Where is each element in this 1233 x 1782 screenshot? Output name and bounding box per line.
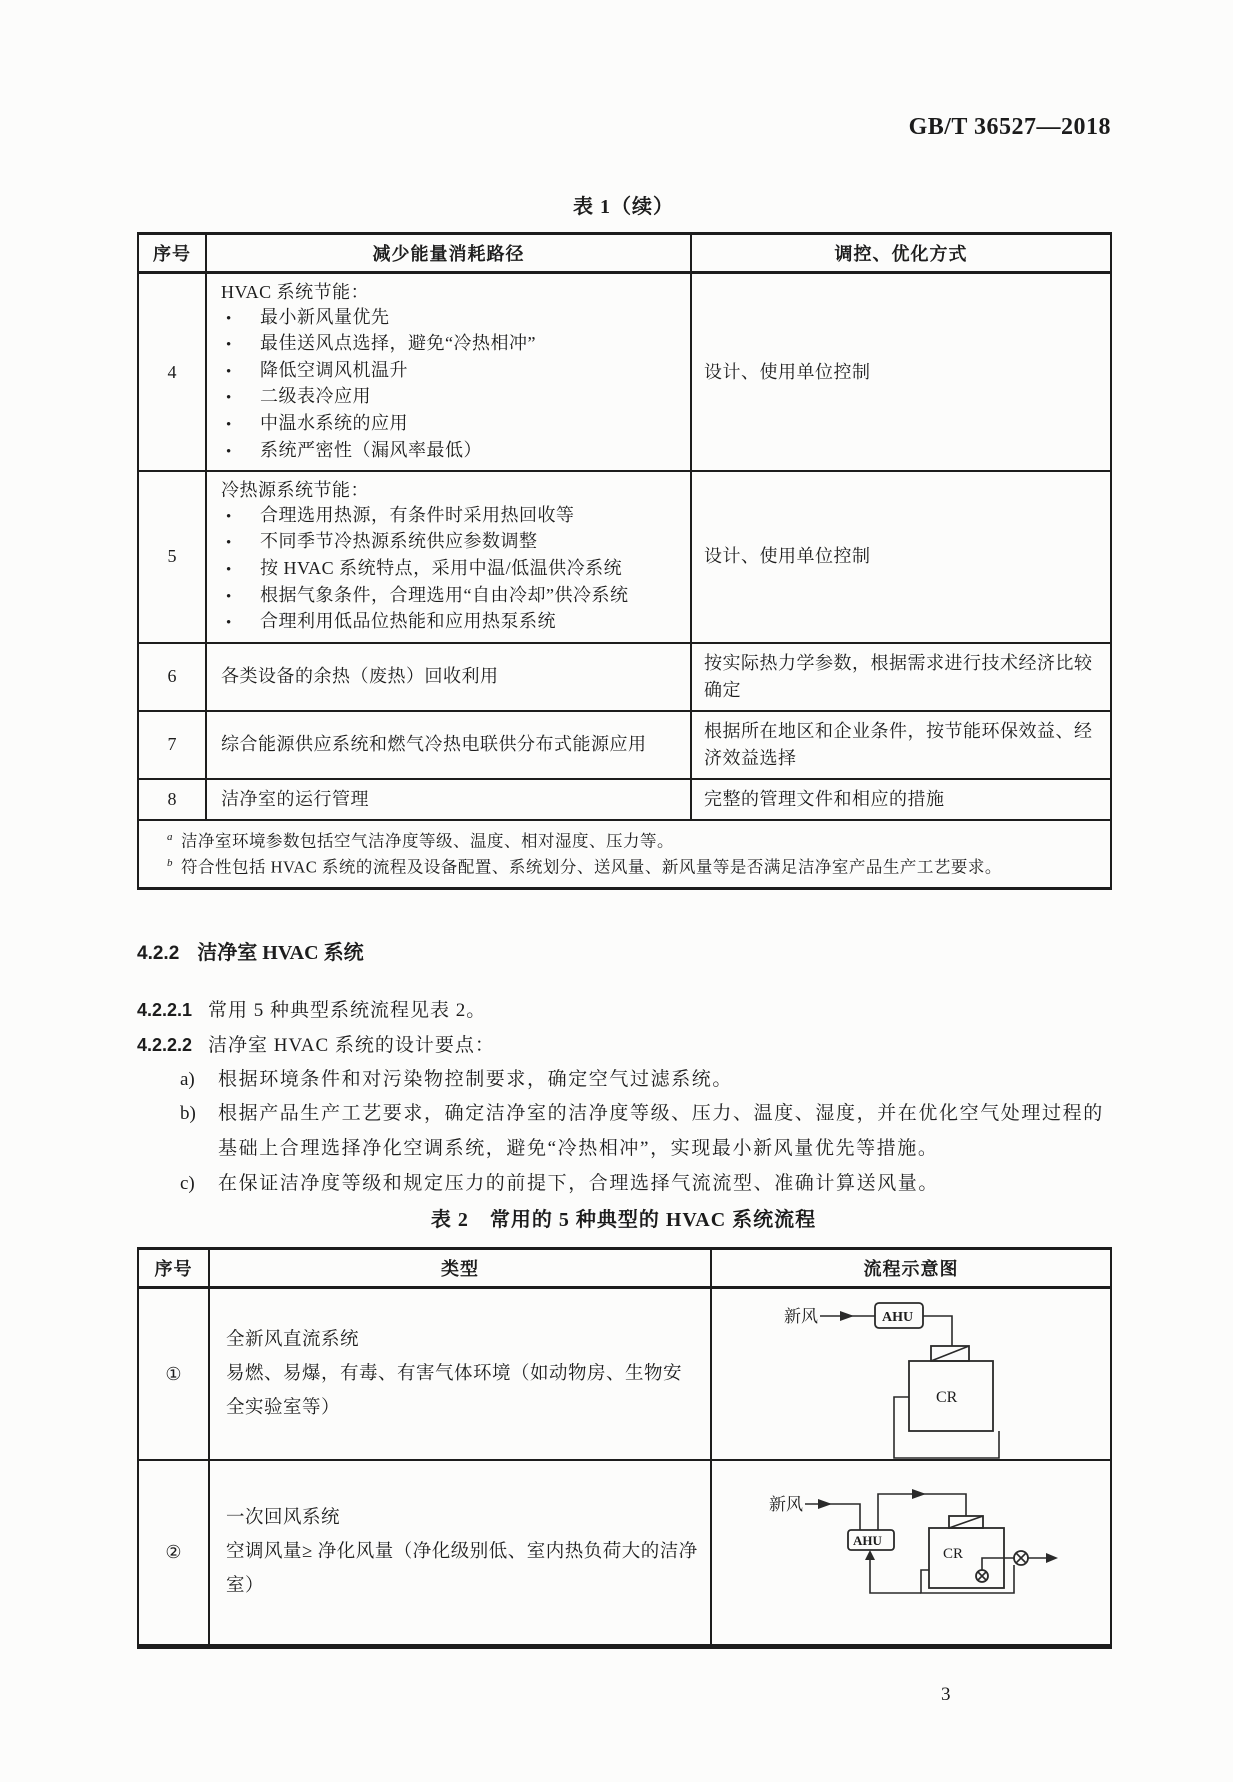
table1-header-row xyxy=(138,234,1111,273)
table2-header-type: 类型 xyxy=(209,1249,711,1288)
bullet-item xyxy=(221,384,682,411)
bullet-text: 中温水系统的应用 xyxy=(260,412,408,433)
clause-text: 洁净室 HVAC 系统的设计要点： xyxy=(208,1035,495,1056)
table2-header-row xyxy=(138,1249,1111,1288)
footnote xyxy=(167,852,1098,879)
method-cell: 完整的管理文件和相应的措施 xyxy=(691,779,1111,820)
list-item-a xyxy=(178,1062,1110,1097)
row-num: 4 xyxy=(138,273,206,472)
bullet-item xyxy=(221,358,682,385)
type-line2: 空调风量≥ 净化风量（净化级别低、室内热负荷大的洁净室） xyxy=(226,1542,698,1597)
return-duct-line xyxy=(870,1552,921,1593)
table2 xyxy=(137,1247,1112,1649)
table-row xyxy=(138,711,1111,779)
diagram-cell xyxy=(711,1288,1111,1461)
path-title: 冷热源系统节能： xyxy=(221,480,369,501)
bullet-item xyxy=(221,583,682,610)
doc-number: GB/T 36527—2018 xyxy=(908,114,1111,140)
exhaust-fan-icon xyxy=(1014,1551,1028,1565)
path-cell xyxy=(206,273,691,472)
type-cell xyxy=(209,1288,711,1461)
supply-duct-line xyxy=(878,1494,966,1530)
ahu-label: AHU xyxy=(882,1310,914,1325)
path-cell xyxy=(206,471,691,643)
method-cell: 按实际热力学参数，根据需求进行技术经济比较确定 xyxy=(691,643,1111,711)
table-row xyxy=(138,779,1111,820)
section-number: 4.2.2 xyxy=(137,943,180,964)
clause-4-2-2-2 xyxy=(137,1030,495,1057)
row-num: 5 xyxy=(138,471,206,643)
list-item-b xyxy=(178,1096,1110,1166)
footnote-row xyxy=(138,820,1111,889)
path-title: 洁净室的运行管理 xyxy=(221,788,369,809)
table2-header-num: 序号 xyxy=(138,1249,209,1288)
type-cell xyxy=(209,1460,711,1646)
method-cell: 设计、使用单位控制 xyxy=(691,273,1111,472)
fresh-air-label: 新风 xyxy=(784,1307,818,1326)
table-row xyxy=(138,643,1111,711)
hepa-filter-icon xyxy=(931,1346,969,1361)
path-cell xyxy=(206,711,691,779)
method-cell: 根据所在地区和企业条件，按节能环保效益、经济效益选择 xyxy=(691,711,1111,779)
footnote-text: 洁净室环境参数包括空气洁净度等级、温度、相对湿度、压力等。 xyxy=(181,831,674,851)
bullet-icon xyxy=(221,358,260,385)
row-num: ② xyxy=(138,1460,209,1646)
bullet-icon xyxy=(221,556,260,583)
flow-arrow-icon xyxy=(840,1311,854,1321)
bullet-text: 二级表冷应用 xyxy=(260,386,371,407)
list-text: 在保证洁净度等级和规定压力的前提下，合理选择气流流型、准确计算送风量。 xyxy=(218,1173,940,1194)
list-marker: c) xyxy=(180,1173,195,1194)
list-marker: a) xyxy=(180,1069,195,1090)
flow-arrow-icon xyxy=(818,1499,832,1509)
bullet-text: 根据气象条件，合理选用“自由冷却”供冷系统 xyxy=(260,584,629,605)
bullet-icon xyxy=(221,384,260,411)
clause-number: 4.2.2.2 xyxy=(137,1035,193,1055)
bullet-text: 不同季节冷热源系统供应参数调整 xyxy=(260,531,538,552)
bullet-text: 系统严密性（漏风率最低） xyxy=(260,439,482,460)
ahu-label: AHU xyxy=(853,1533,882,1549)
page-number: 3 xyxy=(941,1684,951,1705)
list-item-c xyxy=(178,1166,1110,1201)
cleanroom-label: CR xyxy=(943,1546,964,1563)
bullet-text: 按 HVAC 系统特点，采用中温/低温供冷系统 xyxy=(260,557,623,578)
bullet-item xyxy=(221,529,682,556)
bullet-icon xyxy=(221,305,260,332)
duct-line xyxy=(923,1316,952,1346)
flow-arrow-icon xyxy=(865,1550,875,1560)
method-cell: 设计、使用单位控制 xyxy=(691,471,1111,643)
fresh-air-label: 新风 xyxy=(769,1495,803,1515)
bullet-icon xyxy=(221,609,260,636)
type-line1: 一次回风系统 xyxy=(226,1508,341,1529)
table1-header-method: 调控、优化方式 xyxy=(691,234,1111,273)
table1-header-num: 序号 xyxy=(138,234,206,273)
row-num: 7 xyxy=(138,711,206,779)
clause-text: 常用 5 种典型系统流程见表 2。 xyxy=(208,1000,487,1021)
bullet-icon xyxy=(221,331,260,358)
bullet-item xyxy=(221,438,682,465)
footnote-marker: b xyxy=(167,857,173,870)
path-title: 综合能源供应系统和燃气冷热电联供分布式能源应用 xyxy=(221,734,647,755)
table-row xyxy=(138,273,1111,472)
section-title: 洁净室 HVAC 系统 xyxy=(197,942,364,964)
path-cell xyxy=(206,779,691,820)
path-title: 各类设备的余热（废热）回收利用 xyxy=(221,666,499,687)
table-row xyxy=(138,1288,1111,1461)
table1-caption: 表 1（续） xyxy=(573,196,674,218)
bullet-item xyxy=(221,411,682,438)
footnote xyxy=(167,826,1098,853)
bullet-icon xyxy=(221,411,260,438)
hepa-filter-icon xyxy=(949,1516,983,1528)
bullet-icon xyxy=(221,583,260,610)
section-heading-4-2-2 xyxy=(137,936,364,965)
table1 xyxy=(137,232,1112,890)
row-num: 8 xyxy=(138,779,206,820)
hvac-flow-diagram-2 xyxy=(712,1488,1111,1616)
table2-caption: 表 2 常用的 5 种典型的 HVAC 系统流程 xyxy=(430,1209,817,1231)
path-title: HVAC 系统节能： xyxy=(221,282,370,302)
exhaust-duct-line xyxy=(982,1558,1014,1570)
table1-header-path: 减少能量消耗路径 xyxy=(206,234,691,273)
clause-number: 4.2.2.1 xyxy=(137,1000,193,1020)
fan-icon xyxy=(976,1570,988,1582)
bullet-icon xyxy=(221,438,260,465)
row-num: ① xyxy=(138,1288,209,1461)
bullet-item xyxy=(221,609,682,636)
list-text: 根据环境条件和对污染物控制要求，确定空气过滤系统。 xyxy=(218,1069,734,1090)
table-row xyxy=(138,471,1111,643)
diagram-cell xyxy=(711,1460,1111,1646)
bullet-item xyxy=(221,331,682,358)
bullet-icon xyxy=(221,503,260,530)
type-line2: 易燃、易爆，有毒、有害气体环境（如动物房、生物安全实验室等） xyxy=(226,1364,683,1418)
bullet-item xyxy=(221,556,682,583)
footnote-marker: a xyxy=(167,830,173,843)
bullet-text: 合理选用热源，有条件时采用热回收等 xyxy=(260,504,575,525)
bullet-text: 降低空调风机温升 xyxy=(260,359,408,380)
row-num: 6 xyxy=(138,643,206,711)
bullet-text: 合理利用低品位热能和应用热泵系统 xyxy=(260,611,556,632)
bullet-item xyxy=(221,503,682,530)
list-marker: b) xyxy=(180,1103,196,1124)
table-row xyxy=(138,1460,1111,1646)
footnote-text: 符合性包括 HVAC 系统的流程及设备配置、系统划分、送风量、新风量等是否满足洁净室产品生产工艺要求。 xyxy=(181,857,1002,877)
footnote-cell xyxy=(138,820,1111,889)
flow-arrow-icon xyxy=(1046,1553,1058,1563)
fresh-air-duct-line xyxy=(805,1504,860,1530)
bullet-icon xyxy=(221,529,260,556)
flow-arrow-icon xyxy=(912,1489,926,1499)
hvac-flow-diagram-1 xyxy=(712,1289,1111,1459)
bullet-text: 最佳送风点选择，避免“冷热相冲” xyxy=(260,333,536,354)
cleanroom-label: CR xyxy=(936,1389,958,1406)
table2-header-diagram: 流程示意图 xyxy=(711,1249,1111,1288)
path-cell xyxy=(206,643,691,711)
bullet-text: 最小新风量优先 xyxy=(260,306,390,327)
clause-4-2-2-1 xyxy=(137,995,486,1022)
list-text: 根据产品生产工艺要求，确定洁净室的洁净度等级、压力、温度、湿度，并在优化空气处理过程的基础上合理选择净化空调系统，避免“冷热相冲”，实现最小新风量优先等措施。 xyxy=(218,1103,1104,1159)
bullet-item xyxy=(221,305,682,332)
type-line1: 全新风直流系统 xyxy=(226,1330,360,1350)
